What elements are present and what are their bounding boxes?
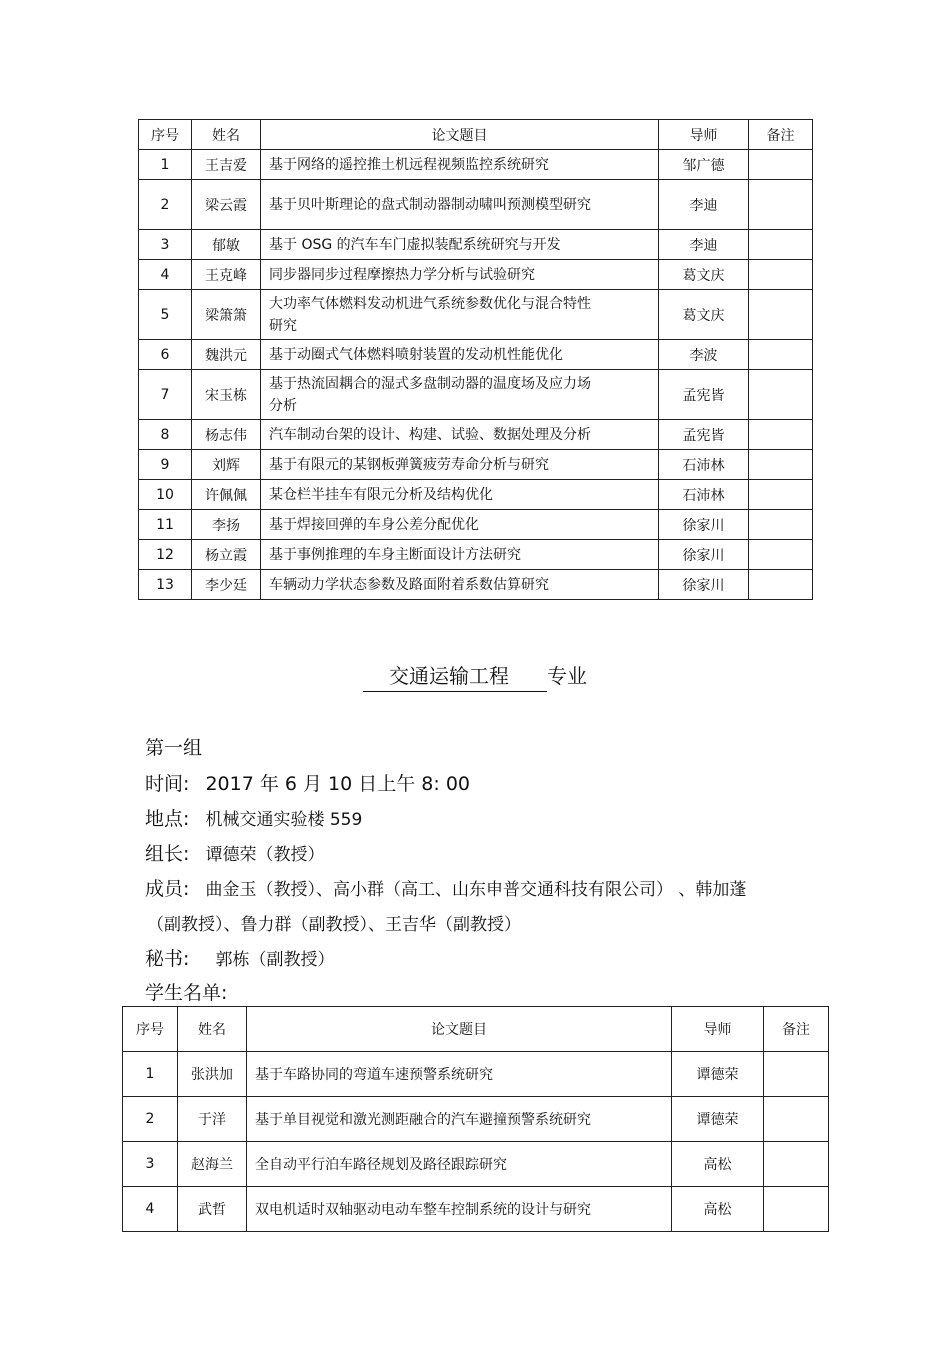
student-name: 杨立霞 (192, 540, 261, 570)
row-number: 1 (139, 150, 192, 180)
thesis-topic: 基于有限元的某钢板弹簧疲劳寿命分析与研究 (261, 450, 659, 480)
advisor-name: 孟宪皆 (659, 370, 749, 420)
note-cell (749, 370, 813, 420)
row-number: 13 (139, 570, 192, 600)
thesis-topic: 双电机适时双轴驱动电动车整车控制系统的设计与研究 (247, 1187, 672, 1232)
time-label: 时间: (145, 773, 190, 795)
table-row (139, 150, 813, 180)
row-number: 4 (139, 260, 192, 290)
note-cell (764, 1052, 829, 1097)
note-cell (749, 340, 813, 370)
note-cell (749, 420, 813, 450)
note-cell (749, 540, 813, 570)
student-name: 于洋 (178, 1097, 247, 1142)
time-line (145, 769, 470, 796)
student-name: 赵海兰 (178, 1142, 247, 1187)
advisor-name: 徐家川 (659, 570, 749, 600)
header-no: 序号 (139, 120, 192, 150)
time-value: 2017 年 6 月 10 日上午 8: 00 (205, 773, 471, 795)
advisor-name: 高松 (672, 1187, 764, 1232)
advisor-name: 孟宪皆 (659, 420, 749, 450)
header-topic: 论文题目 (261, 120, 659, 150)
thesis-topic: 基于贝叶斯理论的盘式制动器制动啸叫预测模型研究 (261, 180, 659, 230)
student-name: 郁敏 (192, 230, 261, 260)
advisor-name: 谭德荣 (672, 1052, 764, 1097)
thesis-topic: 基于热流固耦合的湿式多盘制动器的温度场及应力场分析 (261, 370, 659, 420)
note-cell (749, 480, 813, 510)
header-advisor: 导师 (672, 1007, 764, 1052)
thesis-topic: 基于动圈式气体燃料喷射装置的发动机性能优化 (261, 340, 659, 370)
secretary-value: 郭栋（副教授） (215, 950, 335, 970)
table-row (139, 510, 813, 540)
advisor-name: 邹广德 (659, 150, 749, 180)
advisor-name: 葛文庆 (659, 260, 749, 290)
members-value-1: 曲金玉（教授）、高小群（高工、山东申普交通科技有限公司） 、韩加蓬 (205, 880, 747, 900)
table-row (139, 260, 813, 290)
student-name: 王吉爱 (192, 150, 261, 180)
student-name: 许佩佩 (192, 480, 261, 510)
table-row (139, 340, 813, 370)
table-row (139, 450, 813, 480)
table-row (123, 1052, 829, 1097)
student-name: 张洪加 (178, 1052, 247, 1097)
table-row (123, 1187, 829, 1232)
advisor-name: 李波 (659, 340, 749, 370)
table-row (139, 290, 813, 340)
row-number: 5 (139, 290, 192, 340)
note-cell (749, 260, 813, 290)
note-cell (749, 450, 813, 480)
table-header-row (123, 1007, 829, 1052)
row-number: 8 (139, 420, 192, 450)
major-suffix: 专业 (547, 664, 587, 688)
student-name: 李少廷 (192, 570, 261, 600)
major-title (0, 660, 950, 692)
students-label: 学生名单: (145, 982, 228, 1004)
thesis-topic: 汽车制动台架的设计、构建、试验、数据处理及分析 (261, 420, 659, 450)
student-name: 魏洪元 (192, 340, 261, 370)
leader-value: 谭德荣（教授） (205, 845, 325, 865)
row-number: 12 (139, 540, 192, 570)
row-number: 1 (123, 1052, 178, 1097)
thesis-topic: 基于单目视觉和激光测距融合的汽车避撞预警系统研究 (247, 1097, 672, 1142)
note-cell (764, 1142, 829, 1187)
student-name: 刘辉 (192, 450, 261, 480)
thesis-topic: 同步器同步过程摩擦热力学分析与试验研究 (261, 260, 659, 290)
header-note: 备注 (749, 120, 813, 150)
row-number: 4 (123, 1187, 178, 1232)
secretary-label: 秘书: (145, 948, 190, 970)
note-cell (749, 230, 813, 260)
header-name: 姓名 (178, 1007, 247, 1052)
table-row (139, 570, 813, 600)
advisor-name: 徐家川 (659, 540, 749, 570)
table-row (139, 230, 813, 260)
header-note: 备注 (764, 1007, 829, 1052)
note-cell (749, 150, 813, 180)
student-name: 梁箫箫 (192, 290, 261, 340)
row-number: 3 (123, 1142, 178, 1187)
place-label: 地点: (145, 808, 190, 830)
table-header-row (139, 120, 813, 150)
row-number: 7 (139, 370, 192, 420)
table-row (123, 1097, 829, 1142)
advisor-name: 葛文庆 (659, 290, 749, 340)
table-row (123, 1142, 829, 1187)
row-number: 3 (139, 230, 192, 260)
row-number: 9 (139, 450, 192, 480)
table-row (139, 370, 813, 420)
thesis-topic: 基于焊接回弹的车身公差分配优化 (261, 510, 659, 540)
row-number: 2 (123, 1097, 178, 1142)
thesis-table-1 (138, 119, 813, 600)
table-row (139, 480, 813, 510)
advisor-name: 李迪 (659, 230, 749, 260)
thesis-topic: 基于事例推理的车身主断面设计方法研究 (261, 540, 659, 570)
group-title: 第一组 (145, 737, 203, 759)
thesis-topic: 某仓栏半挂车有限元分析及结构优化 (261, 480, 659, 510)
note-cell (749, 570, 813, 600)
row-number: 11 (139, 510, 192, 540)
table-row (139, 420, 813, 450)
header-topic: 论文题目 (247, 1007, 672, 1052)
advisor-name: 石沛林 (659, 480, 749, 510)
thesis-topic: 全自动平行泊车路径规划及路径跟踪研究 (247, 1142, 672, 1187)
advisor-name: 石沛林 (659, 450, 749, 480)
row-number: 10 (139, 480, 192, 510)
header-no: 序号 (123, 1007, 178, 1052)
student-name: 杨志伟 (192, 420, 261, 450)
members-label: 成员: (145, 878, 190, 900)
advisor-name: 徐家川 (659, 510, 749, 540)
leader-label: 组长: (145, 843, 190, 865)
advisor-name: 谭德荣 (672, 1097, 764, 1142)
advisor-name: 高松 (672, 1142, 764, 1187)
header-advisor: 导师 (659, 120, 749, 150)
row-number: 6 (139, 340, 192, 370)
student-name: 王克峰 (192, 260, 261, 290)
student-name: 宋玉栋 (192, 370, 261, 420)
note-cell (764, 1187, 829, 1232)
student-name: 李扬 (192, 510, 261, 540)
secretary-line (145, 944, 334, 971)
members-value-2: （副教授）、鲁力群（副教授）、王吉华（副教授） (147, 915, 521, 935)
student-name: 梁云霞 (192, 180, 261, 230)
thesis-topic: 车辆动力学状态参数及路面附着系数估算研究 (261, 570, 659, 600)
place-line (145, 804, 362, 831)
thesis-topic: 大功率气体燃料发动机进气系统参数优化与混合特性研究 (261, 290, 659, 340)
advisor-name: 李迪 (659, 180, 749, 230)
note-cell (764, 1097, 829, 1142)
student-name: 武哲 (178, 1187, 247, 1232)
thesis-topic: 基于网络的遥控推土机远程视频监控系统研究 (261, 150, 659, 180)
place-value: 机械交通实验楼 559 (205, 810, 363, 830)
note-cell (749, 510, 813, 540)
note-cell (749, 180, 813, 230)
members-line (145, 874, 746, 901)
row-number: 2 (139, 180, 192, 230)
major-name: 交通运输工程 (363, 660, 547, 692)
thesis-table-2 (122, 1006, 829, 1232)
table-row (139, 180, 813, 230)
table-row (139, 540, 813, 570)
leader-line (145, 839, 324, 866)
note-cell (749, 290, 813, 340)
thesis-topic: 基于车路协同的弯道车速预警系统研究 (247, 1052, 672, 1097)
thesis-topic: 基于 OSG 的汽车车门虚拟装配系统研究与开发 (261, 230, 659, 260)
header-name: 姓名 (192, 120, 261, 150)
